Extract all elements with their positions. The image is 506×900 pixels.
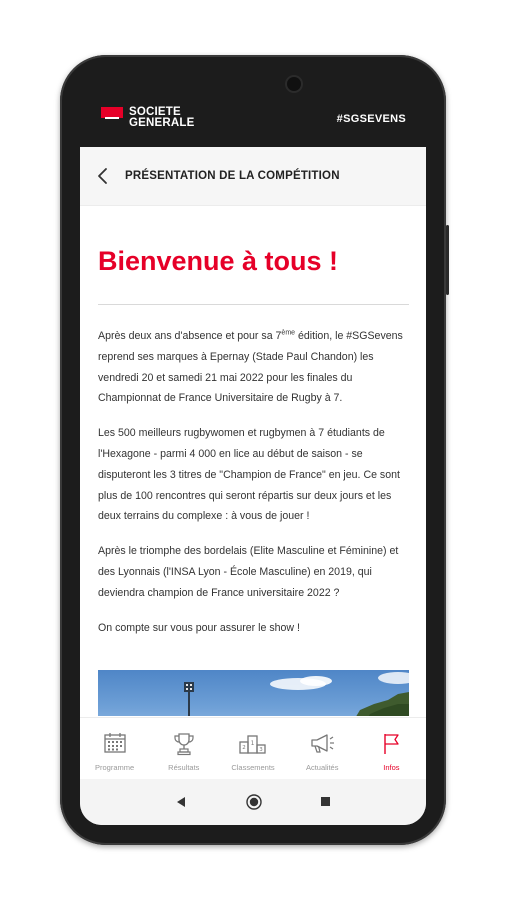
app-top-bar bbox=[80, 95, 426, 147]
front-camera bbox=[287, 77, 301, 91]
societe-generale-logo bbox=[101, 107, 195, 129]
back-triangle-icon[interactable] bbox=[176, 796, 186, 808]
paragraph-1 bbox=[98, 326, 409, 409]
home-circle-icon[interactable] bbox=[246, 794, 262, 810]
paragraph-4: On compte sur vous pour assurer le show ! bbox=[98, 621, 300, 634]
back-chevron-icon[interactable] bbox=[96, 167, 110, 185]
logo-line-1: SOCIETE bbox=[129, 106, 181, 118]
page-title: PRÉSENTATION DE LA COMPÉTITION bbox=[125, 170, 340, 182]
paragraph-1-start: Après deux ans d'absence et pour sa 7 bbox=[98, 330, 282, 342]
android-system-nav bbox=[80, 779, 426, 825]
welcome-heading: Bienvenue à tous ! bbox=[98, 246, 339, 276]
nav-label: Actualités bbox=[305, 763, 339, 772]
calendar-icon bbox=[103, 732, 127, 754]
bottom-navigation bbox=[80, 717, 426, 780]
svg-text:2: 2 bbox=[242, 745, 246, 751]
podium-icon bbox=[239, 732, 267, 754]
paragraph-1-end: édition, le #SGSevens reprend ses marques à Epernay (Stade Paul Chandon) les vendredi 20 et samedi 21 mai 2022 pour les finales du Championnat de France Universitaire de Rugby à 7. bbox=[98, 330, 403, 405]
nav-item-infos[interactable] bbox=[357, 718, 426, 780]
paragraph-2: Les 500 meilleurs rugbywomen et rugbymen à 7 étudiants de l'Hexagone - parmi 4 000 en lice au début de saison - se disputeront les 3 titres de "Champion de France" en jeu. Ce sont plus de 100 rencontres qui seront répartis sur deux jours et les deux terrains du complexe : à vous de jouer ! bbox=[98, 427, 400, 523]
stadium-photo bbox=[98, 670, 409, 716]
nav-label: Infos bbox=[383, 763, 400, 772]
nav-item-classements[interactable] bbox=[218, 718, 287, 780]
trophy-icon bbox=[173, 732, 195, 756]
page-header bbox=[80, 147, 426, 206]
paragraph-1-superscript: ème bbox=[281, 329, 296, 337]
nav-label: Programme bbox=[95, 763, 135, 772]
heading-divider bbox=[98, 304, 409, 305]
nav-item-programme[interactable] bbox=[80, 718, 149, 780]
nav-label: Classements bbox=[231, 763, 275, 772]
recent-square-icon[interactable] bbox=[321, 797, 330, 806]
side-button bbox=[446, 225, 449, 295]
svg-text:3: 3 bbox=[259, 747, 263, 753]
hashtag-label: #SGSEVENS bbox=[336, 113, 406, 125]
logo-mark-icon bbox=[101, 107, 123, 129]
nav-label: Résultats bbox=[168, 763, 200, 772]
paragraph-3: Après le triomphe des bordelais (Elite Masculine et Féminine) et des Lyonnais (l'INSA Lyon - École Masculine) en 2019, qui deviendra champion de France universitaire 2022 ? bbox=[98, 545, 399, 599]
presentation-text bbox=[98, 326, 409, 652]
svg-text:1: 1 bbox=[250, 740, 255, 747]
megaphone-icon bbox=[309, 732, 335, 754]
content-scroll-area[interactable] bbox=[80, 206, 426, 716]
logo-text bbox=[129, 107, 195, 129]
logo-line-2: GENERALE bbox=[129, 117, 195, 129]
nav-item-actualites[interactable] bbox=[288, 718, 357, 780]
nav-item-resultats[interactable] bbox=[149, 718, 218, 780]
app-screen bbox=[80, 95, 426, 825]
flag-icon bbox=[381, 732, 401, 756]
